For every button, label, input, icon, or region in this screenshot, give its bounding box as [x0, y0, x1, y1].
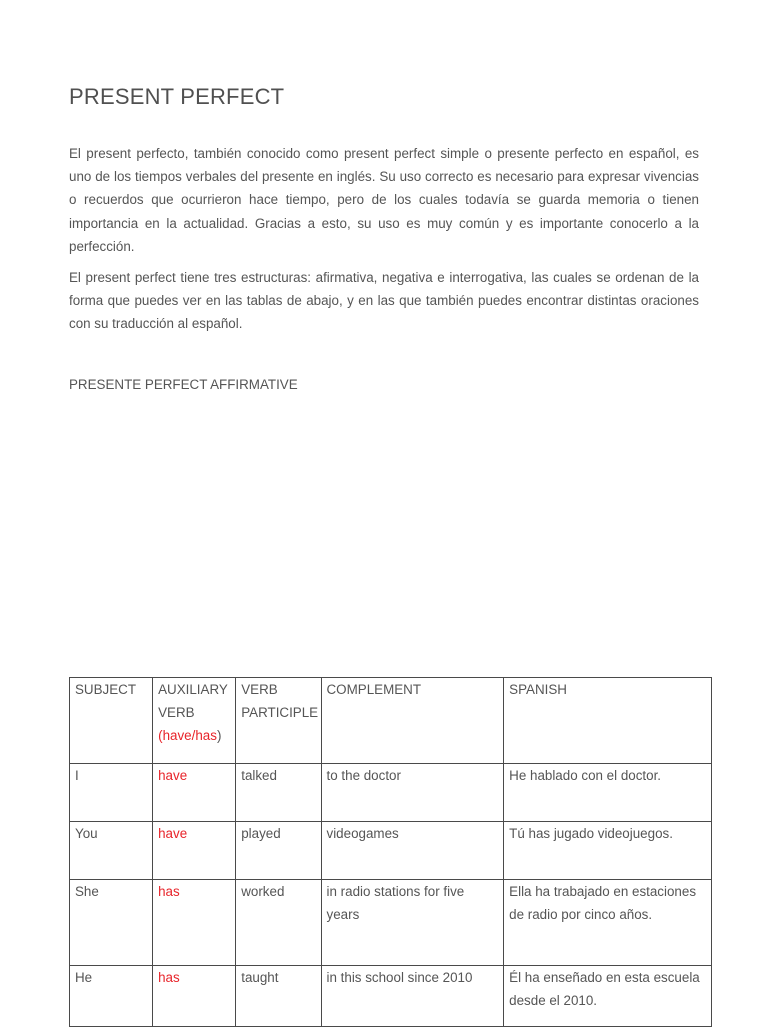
table-row: [70, 764, 712, 822]
cell-complement: in radio stations for five years: [321, 880, 504, 966]
cell-spanish: He hablado con el doctor.: [504, 764, 712, 822]
cell-complement: to the doctor: [321, 764, 504, 822]
cell-subject: He: [70, 966, 153, 1027]
header-auxiliary-line1: AUXILIARY: [158, 682, 228, 697]
cell-subject: She: [70, 880, 153, 966]
page-title: PRESENT PERFECT: [69, 84, 285, 109]
cell-spanish: Ella ha trabajado en estaciones de radio por cinco años.: [504, 880, 712, 966]
intro-paragraph: El present perfecto, también conocido como present perfect simple o presente perfecto en español, es uno de los tiempos verbales del presente en inglés. Su uso correcto es necesario para expresar vivencias o recuerdos que ocurrieron hace tiempo, pero de los cuales todavía se guarda memoria o tienen importancia en la actualidad. Gracias a esto, su uso es muy común y es importante conocerlo a la perfección.: [69, 146, 699, 254]
cell-subject: I: [70, 764, 153, 822]
cell-auxiliary: has: [153, 880, 236, 966]
header-auxiliary-line2: VERB: [158, 705, 195, 721]
cell-verb-participle: played: [236, 822, 321, 880]
cell-verb-participle: taught: [236, 966, 321, 1027]
structure-paragraph: El present perfect tiene tres estructuras: afirmativa, negativa e interrogativa, las cuales se ordenan de la forma que puedes ver en las tablas de abajo, y en las que también puedes encontrar distintas oraciones con su traducción al español.: [69, 270, 699, 332]
section-heading-affirmative: PRESENTE PERFECT AFFIRMATIVE: [69, 377, 298, 392]
header-subject: SUBJECT: [70, 678, 153, 764]
header-auxiliary-close: ): [216, 728, 222, 744]
cell-spanish: Tú has jugado videojuegos.: [504, 822, 712, 880]
cell-subject: You: [70, 822, 153, 880]
cell-auxiliary: has: [153, 966, 236, 1027]
affirmative-table: [69, 677, 712, 1027]
cell-auxiliary: have: [153, 822, 236, 880]
table-header-row: [70, 678, 712, 764]
header-verb-participle: VERB PARTICIPLE: [236, 678, 321, 764]
table-row: [70, 966, 712, 1027]
cell-auxiliary: have: [153, 764, 236, 822]
header-complement: COMPLEMENT: [321, 678, 504, 764]
cell-spanish: Él ha enseñado en esta escuela desde el 2010.: [504, 966, 712, 1027]
cell-verb-participle: worked: [236, 880, 321, 966]
cell-complement: videogames: [321, 822, 504, 880]
cell-verb-participle: talked: [236, 764, 321, 822]
header-auxiliary: [153, 678, 236, 764]
table-row: [70, 880, 712, 966]
cell-complement: in this school since 2010: [321, 966, 504, 1027]
header-auxiliary-open: (: [158, 728, 163, 744]
header-auxiliary-forms: have/has: [162, 728, 217, 744]
header-spanish: SPANISH: [504, 678, 712, 764]
table-row: [70, 822, 712, 880]
